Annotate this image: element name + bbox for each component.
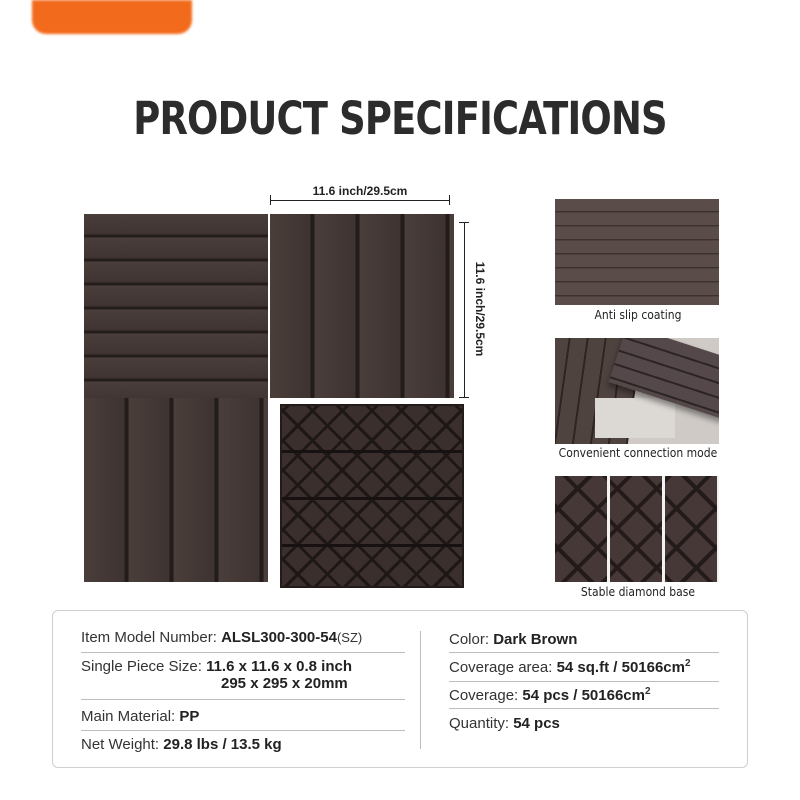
divider — [449, 652, 719, 653]
spec-model-label: Item Model Number: — [81, 629, 217, 646]
divider — [449, 708, 719, 709]
tile-horizontal-slats — [84, 214, 268, 398]
diamond-base-image — [555, 476, 719, 582]
page-title: PRODUCT SPECIFICATIONS — [133, 92, 667, 145]
divider — [449, 681, 719, 682]
spec-material-row — [81, 708, 199, 725]
tile-vertical-slats-bottom — [84, 398, 268, 582]
spec-quantity-label: Quantity: — [449, 715, 510, 732]
connection-image — [555, 338, 719, 444]
spec-coverage-row — [449, 687, 651, 704]
spec-color-row — [449, 631, 577, 648]
diamond-base-caption: Stable diamond base — [580, 585, 696, 599]
connection-caption: Convenient connection mode — [558, 446, 718, 460]
spec-size-value-2: 295 x 295 x 20mm — [221, 675, 348, 692]
brand-tab — [32, 0, 192, 34]
width-dimension-label: 11.6 inch/29.5cm — [312, 184, 408, 198]
column-divider — [420, 631, 421, 749]
anti-slip-caption: Anti slip coating — [594, 308, 682, 322]
spec-quantity-row — [449, 715, 560, 732]
divider — [81, 730, 405, 731]
divider — [81, 652, 405, 653]
spec-coverage-area-row — [449, 659, 691, 676]
spec-material-label: Main Material: — [81, 708, 176, 725]
spec-model-suffix: (SZ) — [336, 630, 363, 645]
tile-vertical-slats — [270, 214, 454, 398]
spec-size-row-2 — [221, 675, 348, 692]
spec-material-value: PP — [179, 708, 200, 725]
spec-coverage-area-value: 54 sq.ft / 50166cm — [556, 659, 685, 676]
spec-weight-value: 29.8 lbs / 13.5 kg — [163, 736, 282, 753]
spec-color-label: Color: — [449, 631, 490, 648]
spec-table — [52, 610, 748, 768]
spec-coverage-label: Coverage: — [449, 687, 519, 704]
spec-coverage-sup: 2 — [644, 686, 651, 697]
spec-color-value: Dark Brown — [493, 631, 578, 648]
spec-model-row — [81, 629, 362, 646]
spec-quantity-value: 54 pcs — [513, 715, 560, 732]
width-dimension — [270, 184, 450, 206]
divider — [81, 699, 405, 700]
spec-weight-row — [81, 736, 282, 753]
spec-size-row — [81, 658, 352, 675]
spec-weight-label: Net Weight: — [81, 736, 160, 753]
spec-model-value: ALSL300-300-54 — [221, 629, 337, 646]
spec-size-label: Single Piece Size: — [81, 658, 202, 675]
tile-diamond-base — [280, 404, 464, 588]
anti-slip-image — [555, 199, 719, 305]
spec-coverage-area-label: Coverage area: — [449, 659, 553, 676]
height-dimension-line — [464, 222, 465, 398]
spec-coverage-area-sup: 2 — [685, 658, 691, 669]
width-dimension-line — [270, 200, 450, 201]
spec-coverage-value: 54 pcs / 50166cm — [522, 687, 645, 704]
height-dimension-label: 11.6 inch/29.5cm — [473, 261, 487, 357]
spec-size-value-1: 11.6 x 11.6 x 0.8 inch — [206, 658, 353, 675]
height-dimension — [456, 222, 486, 398]
